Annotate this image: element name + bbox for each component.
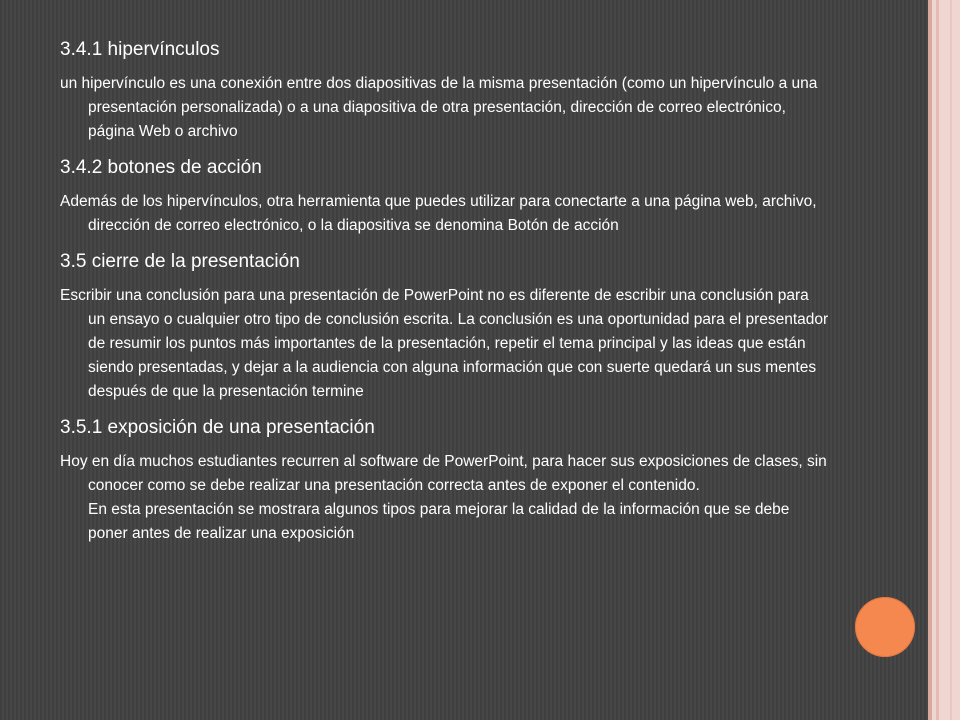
section-body-exposicion [60, 450, 830, 546]
section-body-cierre: Escribir una conclusión para una presentación de PowerPoint no es diferente de escribir una conclusión para un ensayo o cualquier otro tipo de conclusión escrita. La conclusión es una oportunidad para el presentador de resumir los puntos más importantes de la presentación, repetir el tema principal y las ideas que están siendo presentadas, y dejar a la audiencia con alguna información que con suerte quedará un sus mentes después de que la presentación termine [60, 287, 829, 400]
decorative-side-panel [928, 0, 960, 720]
section-heading-botones-accion: 3.4.2 botones de acción [60, 157, 262, 178]
slide-content [60, 38, 830, 558]
section-body-exposicion-text: Hoy en día muchos estudiantes recurren al software de PowerPoint, para hacer sus exposiciones de clases, sin conocer como se debe realizar una presentación correcta antes de exponer el contenido. [60, 453, 827, 494]
section-body-exposicion-continued: En esta presentación se mostrara algunos tipos para mejorar la calidad de la información que se debe poner antes de realizar una exposición [88, 501, 790, 542]
section-body-hipervinculos: un hipervínculo es una conexión entre dos diapositivas de la misma presentación (como un hipervínculo a una presentación personalizada) o a una diapositiva de otra presentación, dirección de correo electrónico, página Web o archivo [60, 75, 818, 140]
section-body-botones-accion: Además de los hipervínculos, otra herramienta que puedes utilizar para conectarte a una página web, archivo, dirección de correo electrónico, o la diapositiva se denomina Botón de acción [60, 193, 817, 234]
section-heading-hipervinculos: 3.4.1 hipervínculos [60, 39, 220, 60]
section-heading-exposicion: 3.5.1 exposición de una presentación [60, 417, 375, 438]
side-panel-stripe [928, 0, 932, 720]
orange-accent-circle [855, 597, 915, 657]
section-heading-cierre: 3.5 cierre de la presentación [60, 251, 300, 272]
side-panel-stripe [950, 0, 952, 720]
side-panel-stripe [936, 0, 939, 720]
